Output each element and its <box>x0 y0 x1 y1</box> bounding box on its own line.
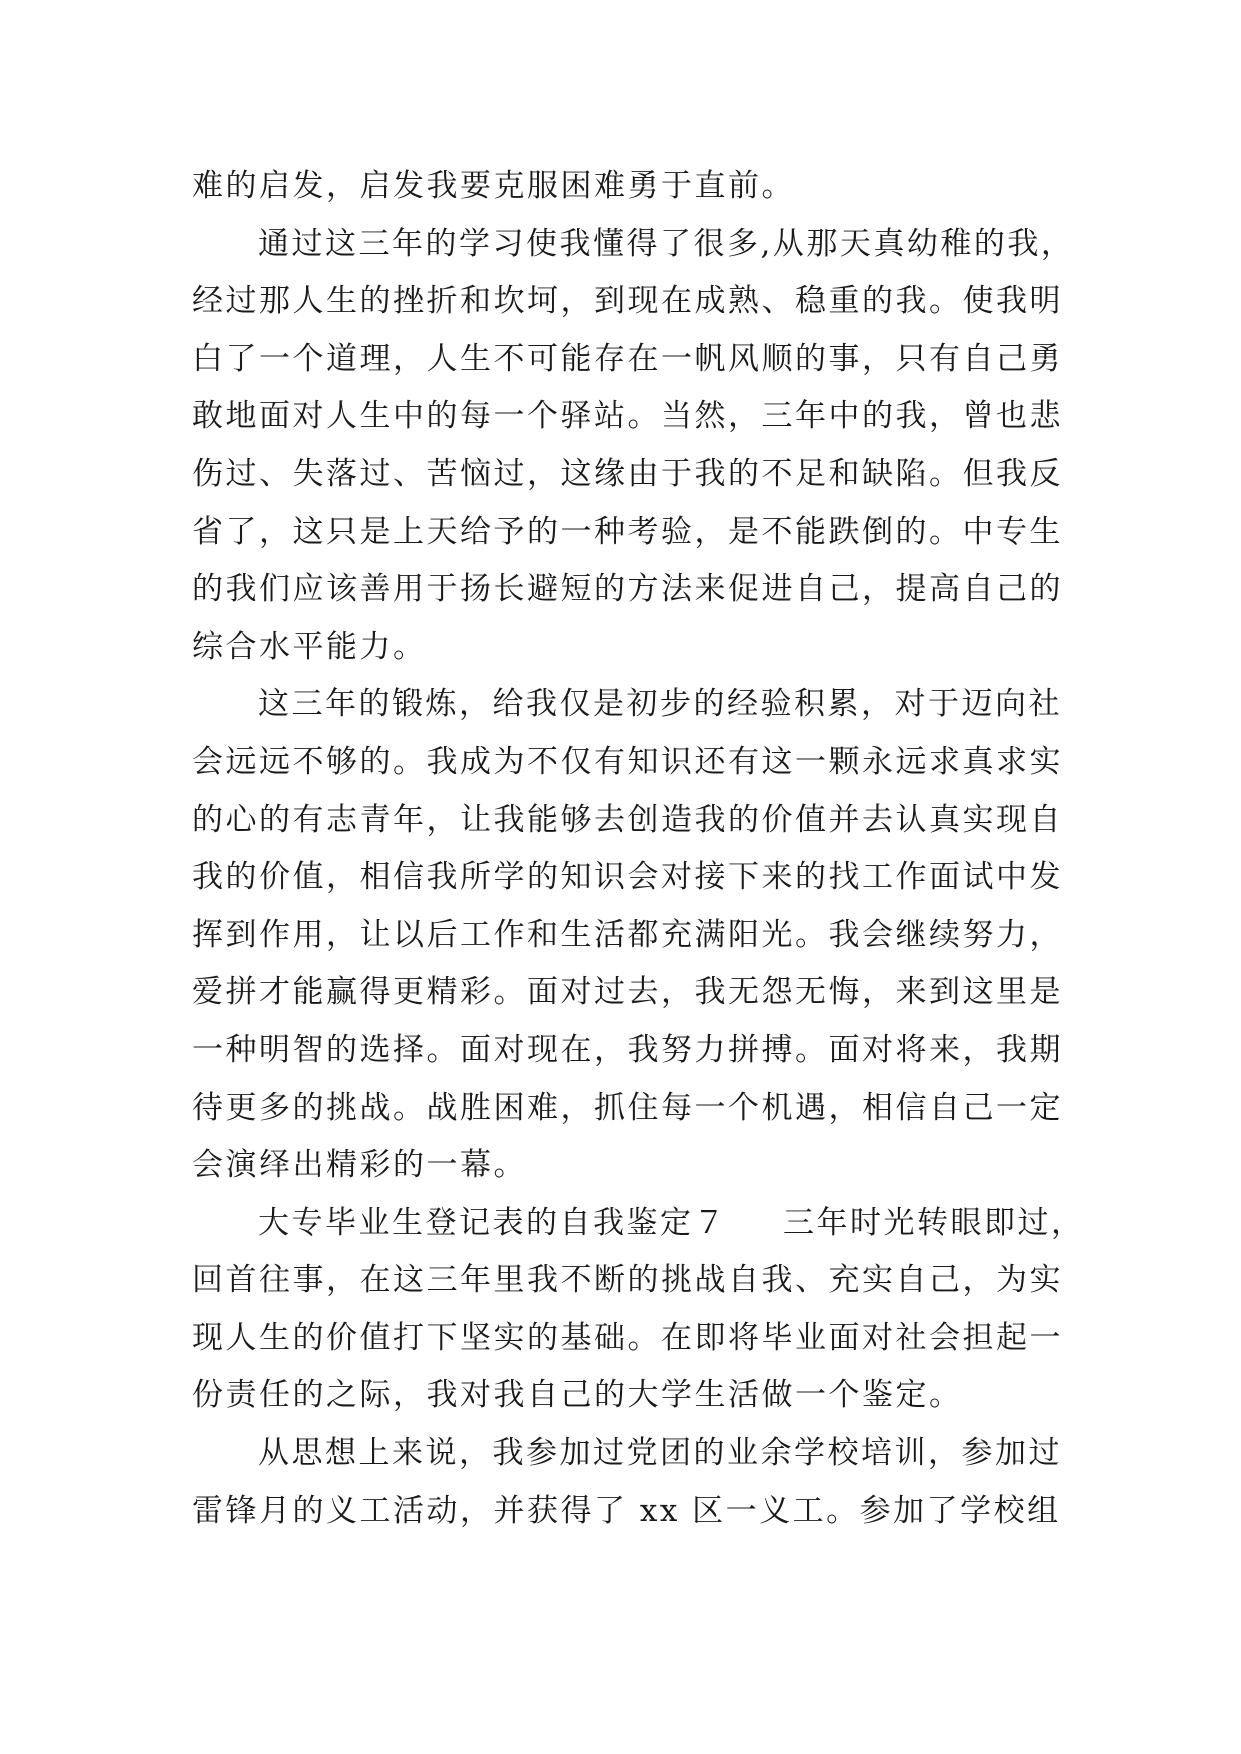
text-line-7: 省了，这只是上天给予的一种考验，是不能跌倒的。中专生 <box>192 513 1063 550</box>
text-line-14: 挥到作用，让以后工作和生活都充满阳光。我会继续努力， <box>192 916 1063 953</box>
text-line-4: 白了一个道理，人生不可能存在一帆风顺的事，只有自己勇 <box>192 340 1063 377</box>
text-line-3: 经过那人生的挫折和坎坷，到现在成熟、稳重的我。使我明 <box>192 283 1063 320</box>
text-line-24: 雷锋月的义工活动，并获得了 xx 区一义工。参加了学校组 <box>192 1492 1061 1529</box>
text-line-9: 综合水平能力。 <box>192 628 427 665</box>
text-line-19 <box>192 1195 1085 1253</box>
text-line-1: 难的启发，启发我要克服困难勇于直前。 <box>192 168 795 204</box>
text-line-20: 回首往事，在这三年里我不断的挑战自我、充实自己，为实 <box>192 1262 1063 1299</box>
text-line-17: 待更多的挑战。战胜困难，抓住每一个机遇，相信自己一定 <box>192 1089 1063 1126</box>
text-line-10: 这三年的锻炼，给我仅是初步的经验积累，对于迈向社 <box>258 686 1062 723</box>
text-line-15: 爱拼才能赢得更精彩。面对过去，我无怨无悔，来到这里是 <box>192 974 1063 1011</box>
text-line-21: 现人生的价值打下坚实的基础。在即将毕业面对社会担起一 <box>192 1319 1063 1356</box>
text-line-22: 份责任的之际，我对我自己的大学生活做一个鉴定。 <box>192 1377 963 1414</box>
text-line-12: 的心的有志青年，让我能够去创造我的价值并去认真实现自 <box>192 801 1063 838</box>
text-line-2: 通过这三年的学习使我懂得了很多,从那天真幼稚的我， <box>258 225 1075 262</box>
text-line-5: 敢地面对人生中的每一个驿站。当然，三年中的我，曾也悲 <box>192 398 1063 435</box>
text-line-18: 会演绎出精彩的一幕。 <box>192 1147 527 1184</box>
section-heading-tail: 三年时光转眼即过， <box>783 1204 1085 1241</box>
text-line-8: 的我们应该善用于扬长避短的方法来促进自己，提高自己的 <box>192 571 1063 608</box>
text-line-11: 会远远不够的。我成为不仅有知识还有这一颗永远求真求实 <box>192 743 1063 780</box>
body-text <box>192 158 1085 1540</box>
text-line-16: 一种明智的选择。面对现在，我努力拼搏。面对将来，我期 <box>192 1031 1063 1068</box>
section-heading: 大专毕业生登记表的自我鉴定７ <box>258 1204 727 1241</box>
text-line-6: 伤过、失落过、苦恼过，这缘由于我的不足和缺陷。但我反 <box>192 455 1063 492</box>
text-line-13: 我的价值，相信我所学的知识会对接下来的找工作面试中发 <box>192 859 1063 896</box>
text-line-23: 从思想上来说，我参加过党团的业余学校培训，参加过 <box>258 1435 1062 1472</box>
